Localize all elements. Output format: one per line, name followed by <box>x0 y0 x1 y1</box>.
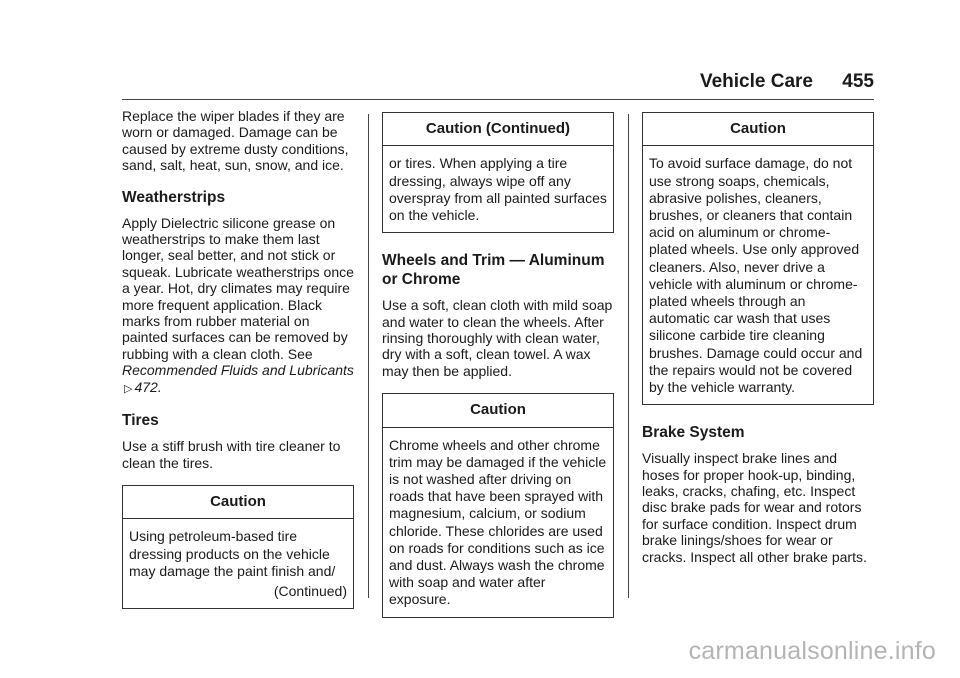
brake-paragraph: Visually inspect brake lines and hoses for proper hook-up, binding, leaks, cracks, chafing, etc. Inspect disc brake pads for wear and rotors for surface condition. Inspect drum brake linings/shoes for wear or cracks. Inspect all other brake parts. <box>642 450 867 565</box>
wheels-paragraph: Use a soft, clean cloth with mild soap and water to clean the wheels. After rinsing thoroughly with clean water, dry with a soft, clean towel. A wax may then be applied. <box>382 297 613 379</box>
caution-text: Using petroleum-based tire dressing products on the vehicle may damage the paint finish and/ <box>129 528 336 579</box>
caution-body <box>123 519 353 608</box>
wiper-paragraph: Replace the wiper blades if they are worn or damaged. Damage can be caused by extreme dusty conditions, sand, salt, heat, sun, snow, and ice. <box>122 108 349 174</box>
section-title: Vehicle Care <box>699 71 814 92</box>
caution-box <box>122 485 354 609</box>
watermark: carmanualsonline.info <box>688 637 936 665</box>
column-left <box>122 108 354 617</box>
page-number: 455 <box>842 71 874 92</box>
column-divider <box>368 114 369 598</box>
header-rule <box>122 99 874 100</box>
weatherstrips-paragraph: Apply Dielectric silicone grease on weatherstrips to make them last longer, seal better, and not stick or squeak. Lubricate weatherstrips once a year. Hot, dry climates may require more frequent application. Black marks from rubber material on painted surfaces can be removed by rubbing with a clean cloth. See Recommended Fluids and Lubricants ▷ 472. <box>122 215 354 397</box>
column-right <box>642 108 874 573</box>
continued-label: (Continued) <box>273 582 347 599</box>
wheels-heading: Wheels and Trim — Aluminum or Chrome <box>382 252 605 289</box>
reference-page[interactable]: 472. <box>134 378 162 395</box>
tires-heading: Tires <box>122 412 159 430</box>
caution-text: To avoid surface damage, do not use strong soaps, chemicals, abrasive polishes, cleaners, brushes, or cleaners that contain acid on aluminum or chrome-plated wheels. Use only approved cleaners. Also, never drive a vehicle with aluminum or chrome-plated wheels through an automatic car wash that uses silicone carbide tire cleaning brushes. Damage could occur and the repairs would not be covered by the vehicle warranty. <box>649 155 863 396</box>
brake-heading: Brake System <box>642 424 745 442</box>
caution-box <box>642 112 874 405</box>
caution-box-continued <box>382 112 614 233</box>
page-reference-icon: ▷ <box>124 382 133 395</box>
caution-text: Chrome wheels and other chrome trim may be damaged if the vehicle is not washed after driving on roads that have been sprayed with magnesium, calcium, or sodium chloride. These chlorides are used on roads for conditions such as ice and dust. Always wash the chrome with soap and water after exposure. <box>389 436 607 608</box>
column-middle <box>382 108 614 626</box>
cross-reference-link[interactable]: Recommended Fluids and Lubricants <box>122 362 354 379</box>
caution-text: or tires. When applying a tire dressing, always wipe off any overspray from all painted surfaces on the vehicle. <box>389 155 607 224</box>
caution-box <box>382 393 614 617</box>
caution-title: Caution <box>643 113 873 146</box>
tires-paragraph: Use a stiff brush with tire cleaner to clean the tires. <box>122 438 341 471</box>
column-divider <box>628 114 629 598</box>
caution-title: Caution <box>383 394 613 427</box>
page-header <box>700 71 874 93</box>
caution-title: Caution (Continued) <box>383 113 613 146</box>
caution-title: Caution <box>123 486 353 519</box>
weatherstrips-heading: Weatherstrips <box>122 188 226 206</box>
